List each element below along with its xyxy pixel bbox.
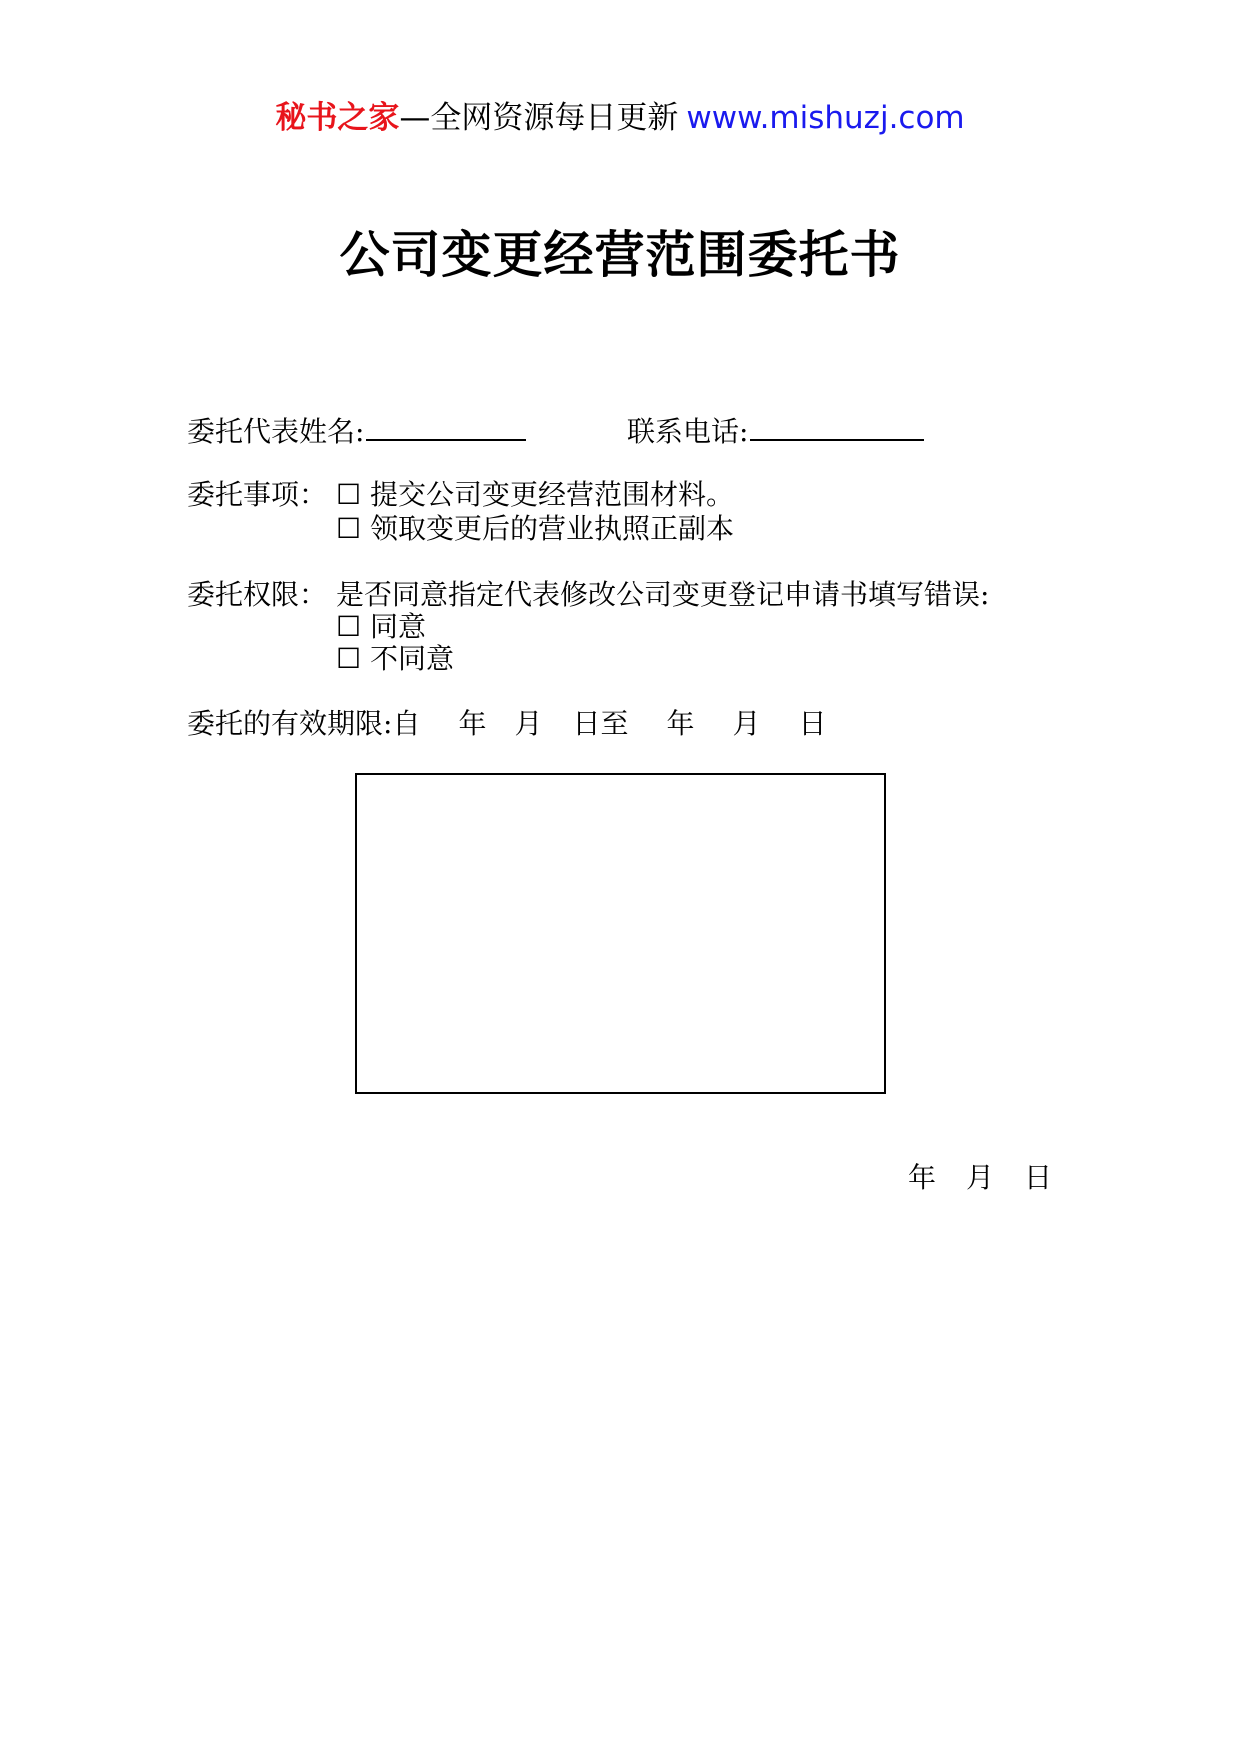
phone-row [627, 413, 924, 450]
phone-blank[interactable] [750, 413, 924, 441]
seal-signature-box [355, 773, 886, 1094]
validity-label: 委托的有效期限: [187, 707, 393, 740]
authority-label: 委托权限： [187, 578, 328, 611]
matter-item-collect[interactable]: ☐ 领取变更后的营业执照正副本 [336, 512, 735, 545]
matters-label: 委托事项： [187, 478, 328, 511]
validity-day-end: 日 [798, 707, 827, 740]
rep-name-label: 委托代表姓名: [187, 415, 365, 448]
validity-from: 自 [392, 707, 421, 740]
rep-name-blank[interactable] [366, 413, 526, 441]
header-slogan: —全网资源每日更新 [399, 100, 679, 136]
signature-year: 年 [908, 1161, 937, 1194]
validity-year: 年 [458, 707, 487, 740]
authority-question: 是否同意指定代表修改公司变更登记申请书填写错误: [336, 578, 990, 611]
validity-row [187, 706, 827, 742]
validity-month: 月 [514, 707, 543, 740]
phone-label: 联系电话: [627, 415, 749, 448]
validity-month-end: 月 [732, 707, 761, 740]
signature-day: 日 [1024, 1161, 1053, 1194]
site-header [0, 98, 1240, 138]
validity-year-end: 年 [666, 707, 695, 740]
authority-option-agree[interactable]: ☐ 同意 [336, 610, 427, 643]
document-title: 公司变更经营范围委托书 [339, 225, 901, 284]
validity-day-to: 日至 [572, 707, 629, 740]
signature-month: 月 [966, 1161, 995, 1194]
rep-name-row [187, 413, 526, 450]
site-url-link[interactable]: www.mishuzj.com [686, 100, 965, 136]
matter-item-submit[interactable]: ☐ 提交公司变更经营范围材料。 [336, 478, 735, 511]
brand-name: 秘书之家 [275, 100, 400, 136]
signature-date-row [908, 1160, 1052, 1196]
authority-option-disagree[interactable]: ☐ 不同意 [336, 642, 455, 675]
